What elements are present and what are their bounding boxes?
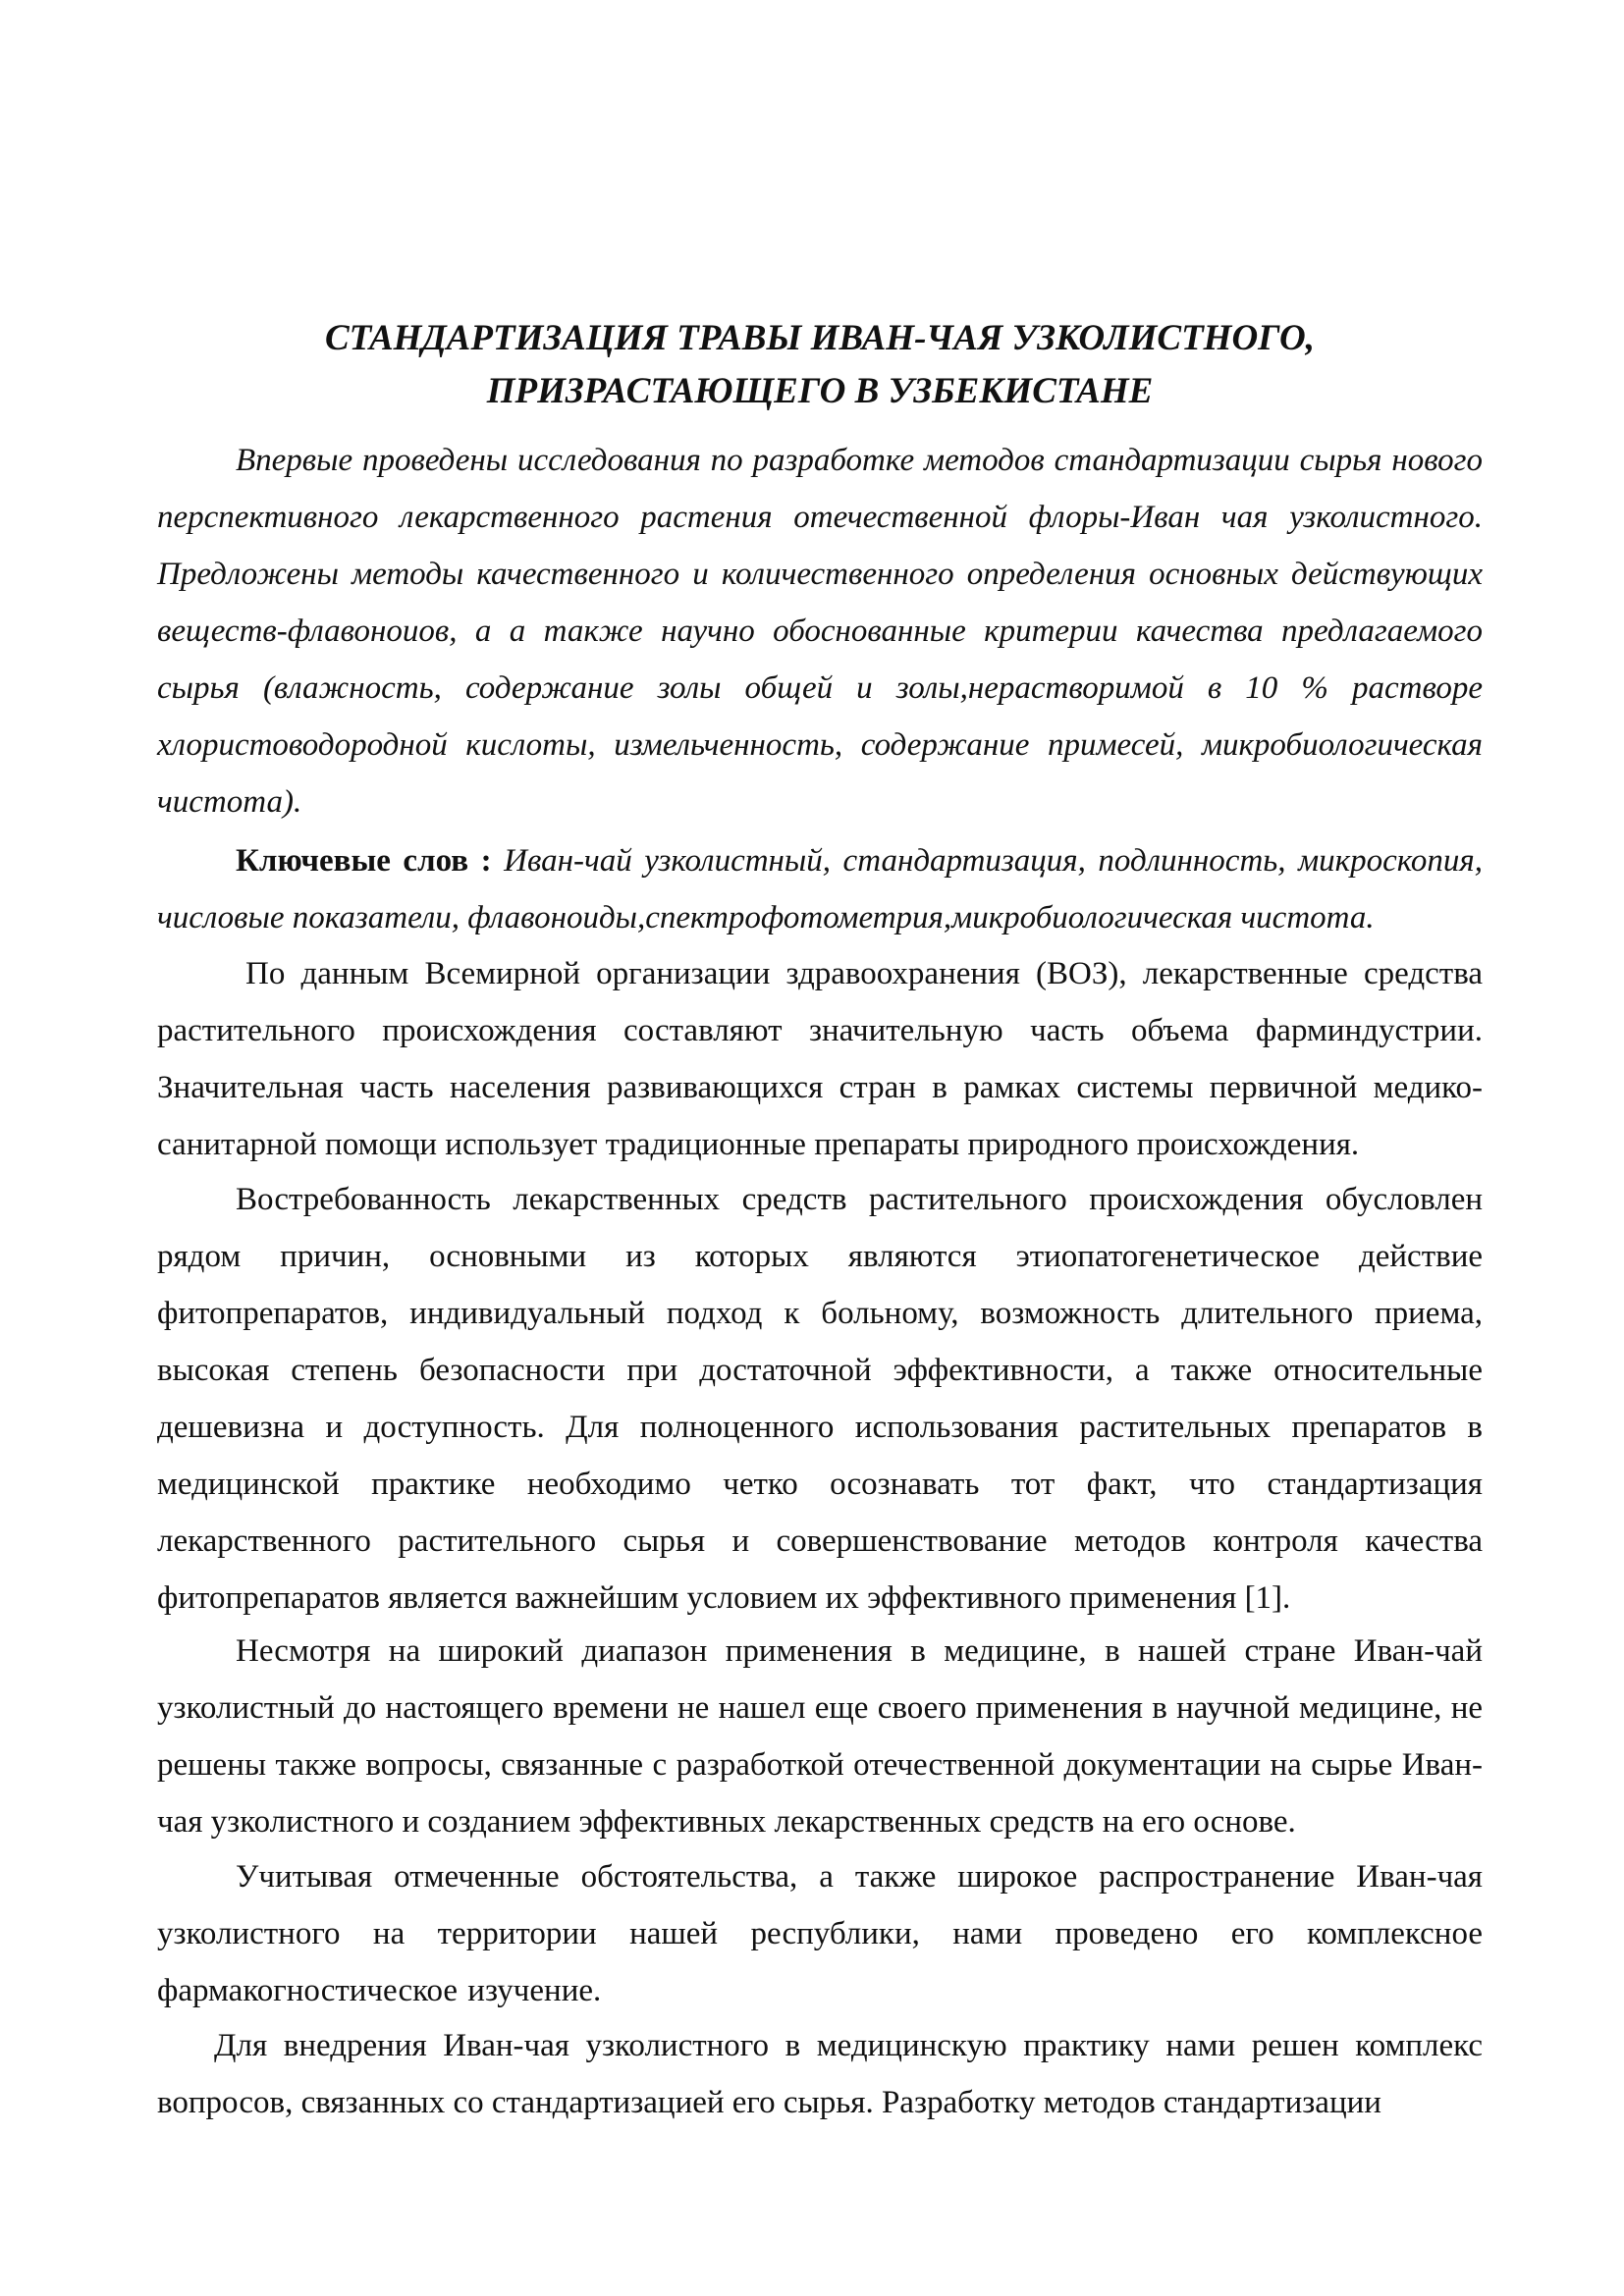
keywords-label: Ключевые слов : bbox=[236, 843, 492, 879]
keywords-text: Иван-чай узколистный, стандартизация, подлинность, микроскопия, числовые показатели, флавоноиды,спектрофотометрия,микробиологическая чистота. bbox=[157, 843, 1483, 935]
page-title bbox=[157, 312, 1483, 418]
body-paragraph-1: По данным Всемирной организации здравоохранения (ВОЗ), лекарственные средства растительного происхождения составляют значительную часть объема фарминдустрии. Значительная часть населения развивающихся стран в рамках системы первичной медико-санитарной помощи использует традиционные препараты природного происхождения. bbox=[157, 956, 1483, 1162]
document-page bbox=[157, 0, 1483, 2296]
keywords bbox=[157, 832, 1483, 946]
abstract: Впервые проведены исследования по разработке методов стандартизации сырья нового перспективного лекарственного растения отечественной флоры-Иван чая узколистного. Предложены методы качественного и количественного определения основных действующих веществ-флавоноиов, а а также научно обоснованные критерии качества предлагаемого сырья (влажность, содержание золы общей и золы,нерастворимой в 10 % растворе хлористоводородной кислоты, измельченность, содержание примесей, микробиологическая чистота). bbox=[157, 443, 1483, 820]
body-paragraph-4: Учитывая отмеченные обстоятельства, а также широкое распространение Иван-чая узколистного на территории нашей республики, нами проведено его комплексное фармакогностическое изучение. bbox=[157, 1859, 1483, 2008]
title-line-1: СТАНДАРТИЗАЦИЯ ТРАВЫ ИВАН-ЧАЯ УЗКОЛИСТНОГО, bbox=[325, 318, 1315, 358]
body-paragraph-2: Востребованность лекарственных средств растительного происхождения обусловлен рядом причин, основными из которых являются этиопатогенетическое действие фитопрепаратов, индивидуальный подход к больному, возможность длительного приема, высокая степень безопасности при достаточной эффективности, а также относительные дешевизна и доступность. Для полноценного использования растительных препаратов в медицинской практике необходимо четко осознавать тот факт, что стандартизация лекарственного растительного сырья и совершенствование методов контроля качества фитопрепаратов является важнейшим условием их эффективного применения [1]. bbox=[157, 1182, 1483, 1616]
body-paragraph-3: Несмотря на широкий диапазон применения в медицине, в нашей стране Иван-чай узколистный до настоящего времени не нашел еще своего применения в научной медицине, не решены также вопросы, связанные с разработкой отечественной документации на сырье Иван-чая узколистного и созданием эффективных лекарственных средств на его основе. bbox=[157, 1633, 1483, 1840]
title-line-2: ПРИЗРАСТАЮЩЕГО В УЗБЕКИСТАНЕ bbox=[486, 371, 1154, 411]
body-paragraph-5: Для внедрения Иван-чая узколистного в медицинскую практику нами решен комплекс вопросов, связанных со стандартизацией его сырья. Разработку методов стандартизации bbox=[157, 2028, 1483, 2120]
